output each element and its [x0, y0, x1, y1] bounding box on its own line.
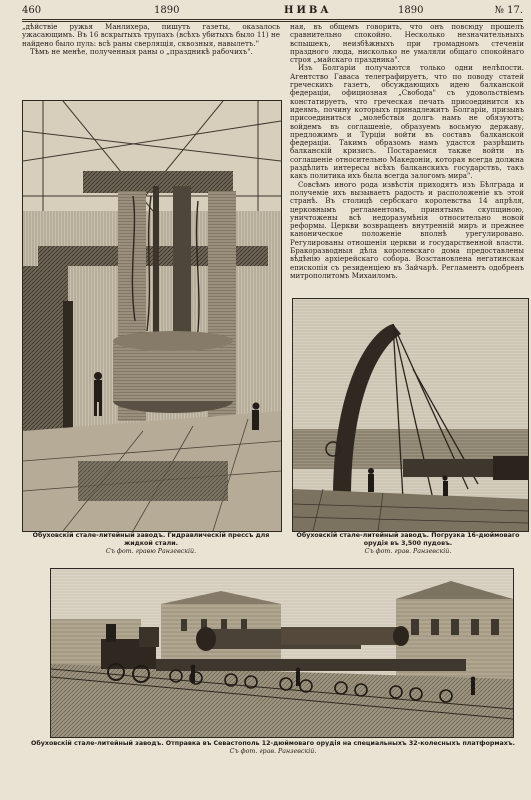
right-column-text — [290, 23, 524, 296]
left-column-text — [22, 23, 280, 98]
header-rule — [22, 19, 523, 20]
hydraulic-press-engraving — [22, 100, 282, 532]
magazine-title: НИВА — [284, 5, 332, 16]
caption-text: Обуховскій стале-литейный заводъ. Гидравлическій прессъ для жидкой стали. — [32, 532, 270, 547]
caption-text: Обуховскій стале-литейный заводъ. Отправка въ Севастополь 12-дюймоваго орудія на специальныхъ 32-колесныхъ платформахъ. — [31, 740, 515, 747]
page-number: 460 — [22, 5, 42, 16]
issue-number: № 17. — [494, 5, 523, 16]
page-header — [22, 3, 523, 19]
paragraph: Совсѣмъ иного рода извѣстія приходятъ изъ Бѣлграда и получеміе ихъ вызываетъ радость и расположеніе къ этой странѣ. Въ столицѣ сербскаго королевства 14 апрѣля, церковнымъ регламентомъ, принятымъ скупщиною, уничтожены всѣ недоразумѣнія относительно новой реформы. Церкви возвращенъ внутренній миръ и прежнее каноническое положеніе вполнѣ урегулировано. Регулированы отношенія церкви и государственной власти. Бракоразводныя дѣла королевскаго дома предоставлены вѣдѣнію архіерейскаго собора. Возстановлена негатинская епископія съ резиденціею въ Зайчарѣ. Регламентъ одобренъ митрополитомъ Михаиломъ. — [290, 179, 524, 280]
gun-train-engraving — [50, 568, 514, 738]
paragraph: „дѣйствіе ружья Манлихера, пишутъ газеты, оказалось ужасающимъ. Въ 16 вскрытыхъ трупахъ (всѣхъ убитыхъ было 11) не найдено было пуль: всѣ раны сверлящія, сквозныя, навылетъ." — [22, 23, 280, 48]
paragraph: Тѣмъ не менѣе, полученныя раны о „праздникѣ рабочихъ". — [30, 46, 253, 56]
caption-credit: Съ фот. грав. Ранзевскій. — [229, 748, 317, 755]
crane-loading-engraving — [292, 298, 529, 532]
caption-text: Обуховскій стале-литейный заводъ. Погрузка 16-дюймоваго орудія въ 3,500 пудовъ. — [296, 532, 520, 547]
press-caption — [18, 532, 284, 556]
crane-caption — [286, 532, 530, 556]
caption-credit: Съ фот. гравю Ранзевскій. — [105, 548, 197, 555]
year-right: 1890 — [398, 5, 424, 16]
paragraph: ная, въ общемъ говорить, что онъ повсюду прошелъ сравнительно спокойно. Несколько незначительныхъ вспышекъ, неизбѣжныхъ при громадномъ стеченіи праздного люда, нисколько не умаляли общаго спокойнаго строя „майскаго праздника". — [290, 23, 524, 65]
year-left: 1890 — [154, 5, 180, 16]
train-caption — [30, 740, 516, 756]
header-rule-thin — [22, 21, 523, 22]
paragraph: Изъ Болгаріи получаются только одни нелѣпости. Агентство Гаваса телеграфируетъ, что по поводу статей греческихъ газетъ, обсуждающихъ идею балканской федераціи, официозная „Свобода" съ удовольствіемъ констатируетъ, что греческая печать присоединится къ идеямъ, почину которыхъ принадлежитъ Болгаріи, призывъ присоединиться „молебствія долгъ намъ не обязуютъ; войдемъ въ соглашеніе, образуемъ восьмую державу, предложимъ и Турціи войти въ составъ балканской федераціи. Такимъ образомъ намъ удастся разрѣшить балканскій кризисъ. Постараемся также войти въ соглашеніе относительно Македоніи, которая всегда должна раздѣлить интересы всѣхъ балканскихъ государствъ, такъ какъ политика ихъ была всегда залогомъ мира". — [290, 63, 524, 181]
caption-credit: Съ фот. грав. Ранзевскій. — [364, 548, 452, 555]
